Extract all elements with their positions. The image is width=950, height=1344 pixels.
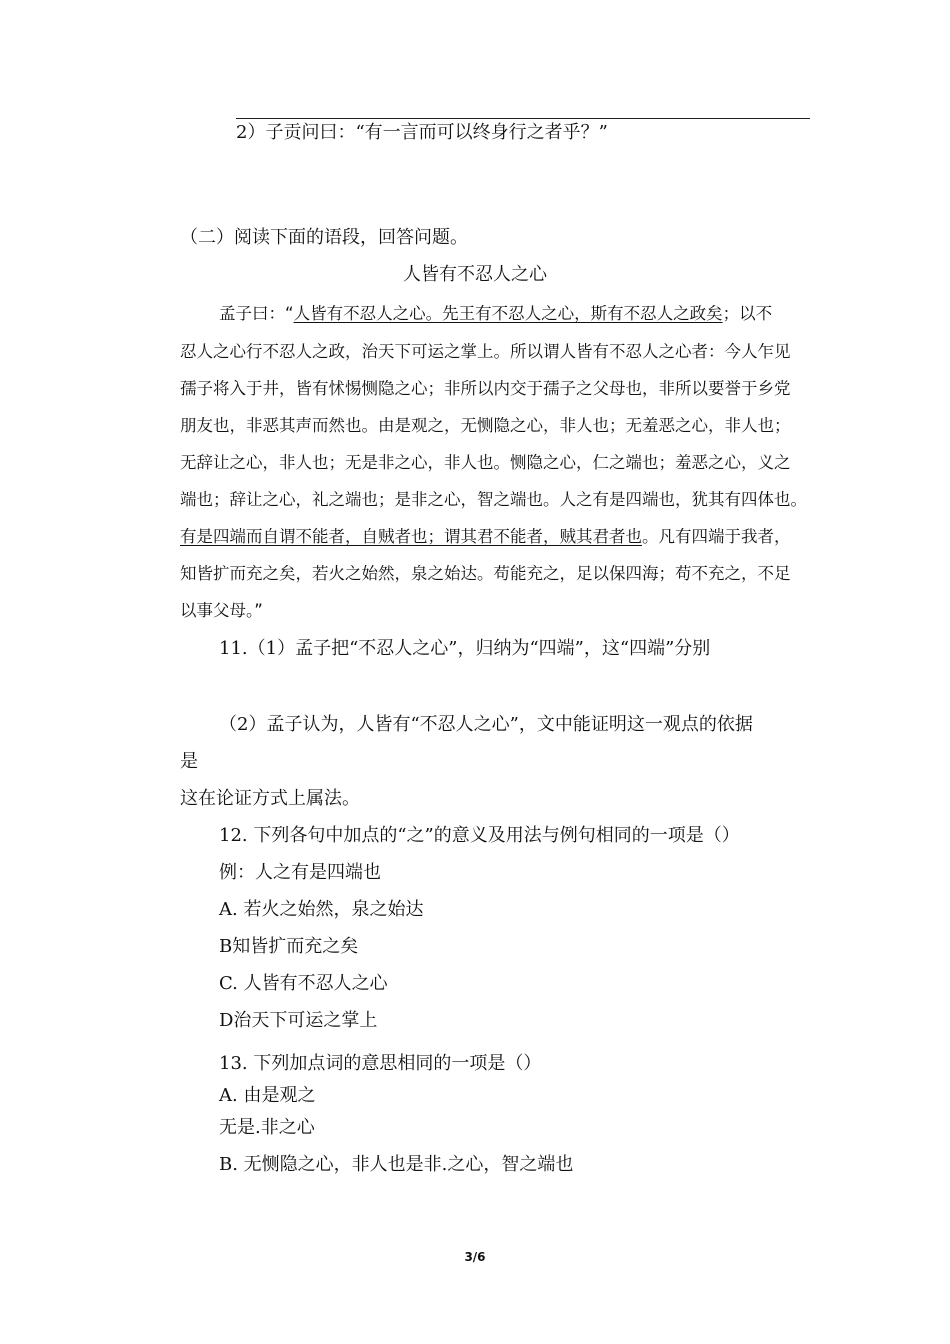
q13-option-a: A. 由是观之: [219, 1085, 316, 1106]
q12-option-a: A. 若火之始然，泉之始达: [219, 899, 424, 920]
q13-stem: 13. 下列加点词的意思相同的一项是（）: [219, 1053, 542, 1074]
passage-text: ；以不: [722, 304, 773, 323]
q12-stem: 12. 下列各句中加点的“之”的意义及用法与例句相同的一项是（）: [219, 825, 740, 846]
passage-line-1: [219, 302, 772, 326]
passage-title: 人皆有不忍人之心: [403, 264, 547, 285]
underlined-sentence: 人皆有不忍人之心。先王有不忍人之心，斯有不忍人之政矣: [293, 304, 723, 323]
q11-part-2-cont: 是: [180, 751, 198, 772]
section-2-heading: （二）阅读下面的语段，回答问题。: [180, 227, 468, 248]
passage-line-6: 端也；辞让之心，礼之端也；是非之心，智之端也。人之有是四端也，犹其有四体也。: [180, 490, 807, 509]
q12-option-c: C. 人皆有不忍人之心: [219, 973, 388, 994]
answer-line: [236, 118, 810, 119]
q11-part-2: （2）孟子认为，人皆有“不忍人之心”，文中能证明这一观点的依据: [219, 714, 753, 735]
q13-option-b: B. 无恻隐之心，非人也是非.之心，智之端也: [219, 1154, 574, 1175]
underlined-sentence: 有是四端而自谓不能者，自贼者也；谓其君不能者，贼其君者也: [180, 527, 642, 546]
q11-part-3: 这在论证方式上属法。: [180, 788, 360, 809]
q12-option-b: B知皆扩而充之矣: [219, 936, 359, 957]
passage-line-9: 以事父母。”: [180, 601, 263, 620]
passage-line-8: 知皆扩而充之矣，若火之始然，泉之始达。苟能充之，足以保四海；苟不充之，不足: [180, 564, 791, 583]
passage-line-4: 朋友也，非恶其声而然也。由是观之，无恻隐之心，非人也；无羞恶之心，非人也；: [180, 416, 791, 435]
passage-text: 孟子曰：“: [219, 304, 294, 323]
q13-option-a-pair: 无是.非之心: [219, 1117, 315, 1138]
passage-line-2: 忍人之心行不忍人之政，治天下可运之掌上。所以谓人皆有不忍人之心者：今人乍见: [180, 342, 791, 361]
q12-option-d: D治天下可运之掌上: [219, 1010, 378, 1031]
q12-example: 例：人之有是四端也: [219, 862, 381, 883]
passage-line-5: 无辞让之心，非人也；无是非之心，非人也。恻隐之心，仁之端也；羞恶之心，义之: [180, 453, 791, 472]
passage-line-7: [180, 525, 791, 549]
passage-line-3: 孺子将入于井，皆有怵惕恻隐之心；非所以内交于孺子之父母也，非所以要誉于乡党: [180, 379, 791, 398]
page-number: 3/6: [464, 1250, 486, 1264]
passage-text: 。凡有四端于我者，: [642, 527, 791, 546]
q10-item-2: 2）子贡问曰：“有一言而可以终身行之者乎？”: [236, 122, 608, 143]
q11-part-1: 11.（1）孟子把“不忍人之心”，归纳为“四端”，这“四端”分别: [219, 638, 711, 659]
